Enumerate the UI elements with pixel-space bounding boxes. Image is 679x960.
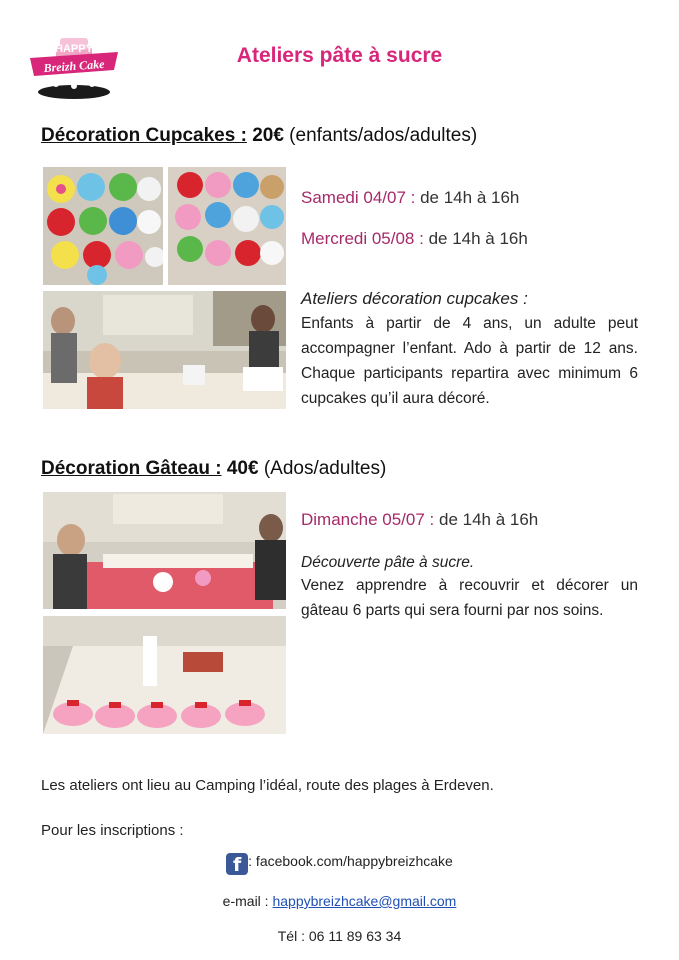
- signup-text: Pour les inscriptions :: [41, 822, 184, 839]
- gateau-audience: (Ados/adultes): [263, 458, 387, 479]
- gateau-subtitle: Découverte pâte à sucre.: [301, 554, 475, 571]
- cupcakes-photo-1: [43, 167, 163, 285]
- logo-line2: Breizh Cake: [43, 56, 105, 76]
- cupcakes-subtitle: Ateliers décoration cupcakes :: [301, 289, 528, 308]
- cupcakes-heading: [41, 125, 477, 147]
- location-text: Les ateliers ont lieu au Camping l’idéal, route des plages à Erdeven.: [41, 777, 494, 794]
- email-link[interactable]: happybreizhcake@gmail.com: [272, 893, 457, 909]
- logo-line1: HAPPY: [55, 43, 93, 55]
- gateau-workshop-photo-2: [43, 616, 286, 734]
- gateau-heading-label: Décoration Gâteau :: [41, 458, 222, 479]
- cupcakes-session-1-time: de 14h à 16h: [420, 188, 520, 207]
- cupcakes-audience: (enfants/ados/adultes): [289, 125, 478, 146]
- cupcakes-session-2-time: de 14h à 16h: [428, 229, 528, 248]
- gateau-heading: [41, 458, 386, 480]
- facebook-line: [0, 853, 679, 875]
- email-label: e-mail :: [222, 893, 269, 909]
- gateau-session-1-time: de 14h à 16h: [438, 510, 539, 529]
- cupcakes-workshop-photo: [43, 291, 286, 409]
- cupcakes-photo-2: [168, 167, 286, 285]
- cupcakes-session-1-date: Samedi 04/07 :: [301, 188, 416, 207]
- facebook-icon: f: [226, 853, 248, 875]
- gateau-description: Venez apprendre à recouvrir et décorer un gâteau 6 parts qui sera fourni par nos soins.: [301, 577, 638, 619]
- gateau-workshop-photo-1: [43, 492, 286, 609]
- gateau-session-1: [301, 510, 538, 530]
- cupcakes-session-1: [301, 188, 519, 208]
- email-line: [0, 893, 679, 909]
- cupcakes-session-2-date: Mercredi 05/08 :: [301, 229, 424, 248]
- cupcakes-heading-label: Décoration Cupcakes :: [41, 125, 247, 146]
- phone-line: Tél : 06 11 89 63 34: [277, 928, 402, 944]
- cupcakes-price: 20€: [252, 125, 284, 146]
- page-title: Ateliers pâte à sucre: [236, 44, 443, 67]
- facebook-text: : facebook.com/happybreizhcake: [248, 853, 453, 869]
- cupcakes-session-2: [301, 229, 528, 249]
- cupcakes-description: Enfants à partir de 4 ans, un adulte peut accompagner l’enfant. Ado à partir de 12 ans. Chaque participants repartira avec minimum 6 cupcakes qu’il aura décoré.: [301, 315, 638, 407]
- gateau-session-1-date: Dimanche 05/07 :: [301, 510, 435, 529]
- gateau-price: 40€: [226, 458, 259, 479]
